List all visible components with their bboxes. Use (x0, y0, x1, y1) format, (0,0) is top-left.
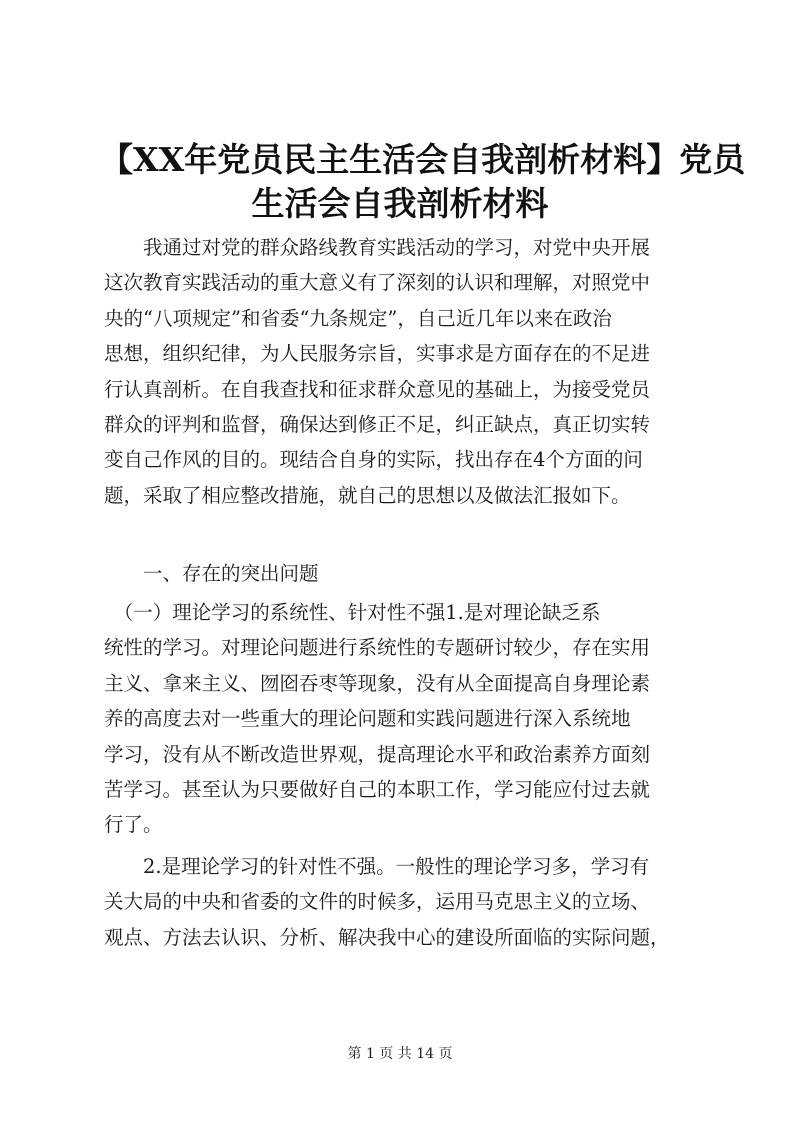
text-line: 行认真剖析。在自我查找和征求群众意见的基础上，为接受党员 (104, 377, 651, 401)
text-line: 这次教育实践活动的重大意义有了深刻的认识和理解，对照党中 (104, 271, 651, 295)
document-title (100, 138, 746, 226)
text-line: 养的高度去对一些重大的理论问题和实践问题进行深入系统地 (104, 707, 631, 731)
text-line: 观点、方法去认识、分析、解决我中心的建设所面临的实际问题， (104, 925, 670, 949)
title-line: 【XX年党员民主生活会自我剖析材料】党员 (100, 140, 746, 179)
text-line: 统性的学习。对理论问题进行系统性的专题研讨较少，存在实用 (104, 636, 651, 660)
text-line: 行了。 (104, 813, 163, 837)
heading-line: 一、存在的突出问题 (104, 562, 319, 585)
text-line: 央的“八项规定”和省委“九条规定”，自己近几年以来在政治 (104, 306, 612, 330)
text-line: 苦学习。甚至认为只要做好自己的本职工作，学习能应付过去就 (104, 778, 651, 802)
text-line: 题，采取了相应整改措施，就自己的思想以及做法汇报如下。 (104, 483, 631, 507)
paragraph-theory (104, 595, 704, 843)
text-line: 关大局的中央和省委的文件的时候多，运用马克思主义的立场、 (104, 890, 651, 914)
text-line: 学习，没有从不断改造世界观，提高理论水平和政治素养方面刻 (104, 742, 651, 766)
text-line: 思想，组织纪律，为人民服务宗旨，实事求是方面存在的不足进 (104, 342, 651, 366)
text-line: （一）理论学习的系统性、针对性不强1.是对理论缺乏系 (104, 601, 601, 624)
text-line: 群众的评判和监督，确保达到修正不足，纠正缺点，真正切实转 (104, 413, 651, 437)
section-heading (104, 556, 704, 591)
paragraph-targeting (104, 849, 704, 955)
text-line: 变自己作风的目的。现结合自身的实际，找出存在4个方面的问 (104, 448, 643, 472)
title-line: 生活会自我剖析材料 (251, 184, 549, 223)
page-footer: 第 1 页 共 14 页 (347, 1046, 453, 1062)
paragraph-intro (104, 230, 704, 513)
text-line: 主义、拿来主义、囫囵吞枣等现象，没有从全面提高自身理论素 (104, 671, 651, 695)
text-line: 我通过对党的群众路线教育实践活动的学习，对党中央开展 (104, 236, 651, 259)
text-line: 2.是理论学习的针对性不强。一般性的理论学习多，学习有 (104, 855, 650, 878)
